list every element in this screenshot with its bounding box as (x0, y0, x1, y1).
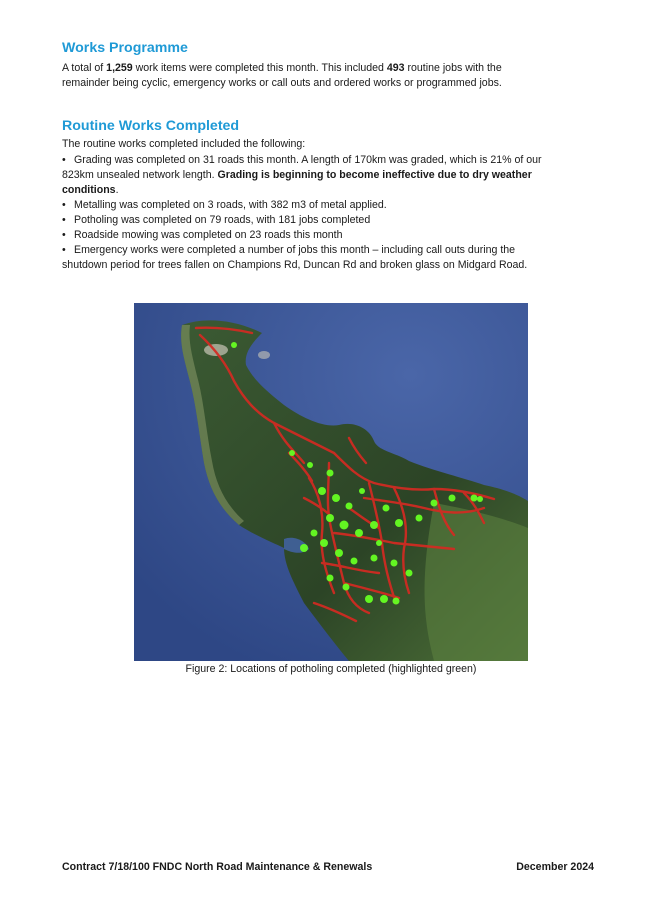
pothole-marker (231, 342, 237, 348)
routine-works-intro: The routine works completed included the following: (62, 138, 306, 150)
pothole-marker (370, 521, 378, 529)
bullet-potholing: • Potholing was completed on 79 roads, with 181 jobs completed (62, 214, 371, 226)
pothole-marker (380, 595, 388, 603)
bullet-mowing: • Roadside mowing was completed on 23 roads this month (62, 229, 343, 241)
bullet-icon: • (62, 214, 66, 226)
farmland (425, 503, 528, 661)
pothole-marker (351, 558, 358, 565)
pothole-marker (340, 521, 349, 530)
bullet-metalling: • Metalling was completed on 3 roads, with 382 m3 of metal applied. (62, 199, 387, 211)
pothole-marker (355, 529, 363, 537)
pothole-marker (300, 544, 308, 552)
works-programme-paragraph: A total of 1,259 work items were completed this month. This included 493 routine jobs with the remainder being cyclic, emergency works or call outs and ordered works or programmed jobs. (62, 62, 502, 89)
pothole-marker (307, 462, 313, 468)
pothole-marker (289, 450, 295, 456)
pothole-marker (416, 515, 423, 522)
bullet-icon: • (62, 154, 66, 166)
pothole-marker (332, 494, 340, 502)
works-programme-heading: Works Programme (62, 40, 188, 56)
pothole-marker (383, 505, 390, 512)
pothole-marker (318, 487, 326, 495)
total-items-value: 1,259 (106, 62, 133, 74)
potholing-map-figure (134, 303, 528, 661)
pothole-marker (327, 575, 334, 582)
pothole-marker (431, 500, 438, 507)
page-footer (62, 860, 594, 875)
footer-date: December 2024 (516, 861, 594, 873)
pothole-marker (477, 496, 483, 502)
pothole-marker (320, 539, 328, 547)
sand-patch (258, 351, 270, 359)
sand-patch (204, 344, 228, 356)
bullet-icon: • (62, 199, 66, 211)
bullet-emergency: • Emergency works were completed a number of jobs this month – including call outs during the shutdown period for trees fallen on Champions Rd, Duncan Rd and broken glass on Midgard Road. (62, 244, 528, 271)
pothole-marker (406, 570, 413, 577)
pothole-marker (359, 488, 365, 494)
bullet-icon: • (62, 229, 66, 241)
pothole-marker (376, 540, 382, 546)
pothole-marker (395, 519, 403, 527)
pothole-marker (365, 595, 373, 603)
pothole-marker (326, 514, 334, 522)
figure-caption: Figure 2: Locations of potholing completed (highlighted green) (185, 663, 477, 675)
pothole-marker (471, 495, 478, 502)
pothole-marker (335, 549, 343, 557)
bullet-icon: • (62, 244, 66, 256)
bullet-grading: • Grading was completed on 31 roads this month. A length of 170km was graded, which is 21% of our 823km unsealed network length. Grading is beginning to become ineffective due to dry weather conditions. (62, 154, 542, 196)
pothole-marker (346, 503, 353, 510)
pothole-marker (343, 584, 350, 591)
pothole-marker (371, 555, 378, 562)
routine-works-heading: Routine Works Completed (62, 118, 240, 134)
footer-contract: Contract 7/18/100 FNDC North Road Maintenance & Renewals (62, 861, 373, 873)
pothole-marker (393, 598, 400, 605)
pothole-marker (449, 495, 456, 502)
satellite-map (134, 303, 528, 661)
routine-jobs-value: 493 (386, 62, 405, 74)
pothole-marker (391, 560, 398, 567)
pothole-marker (327, 470, 334, 477)
pothole-marker (311, 530, 318, 537)
